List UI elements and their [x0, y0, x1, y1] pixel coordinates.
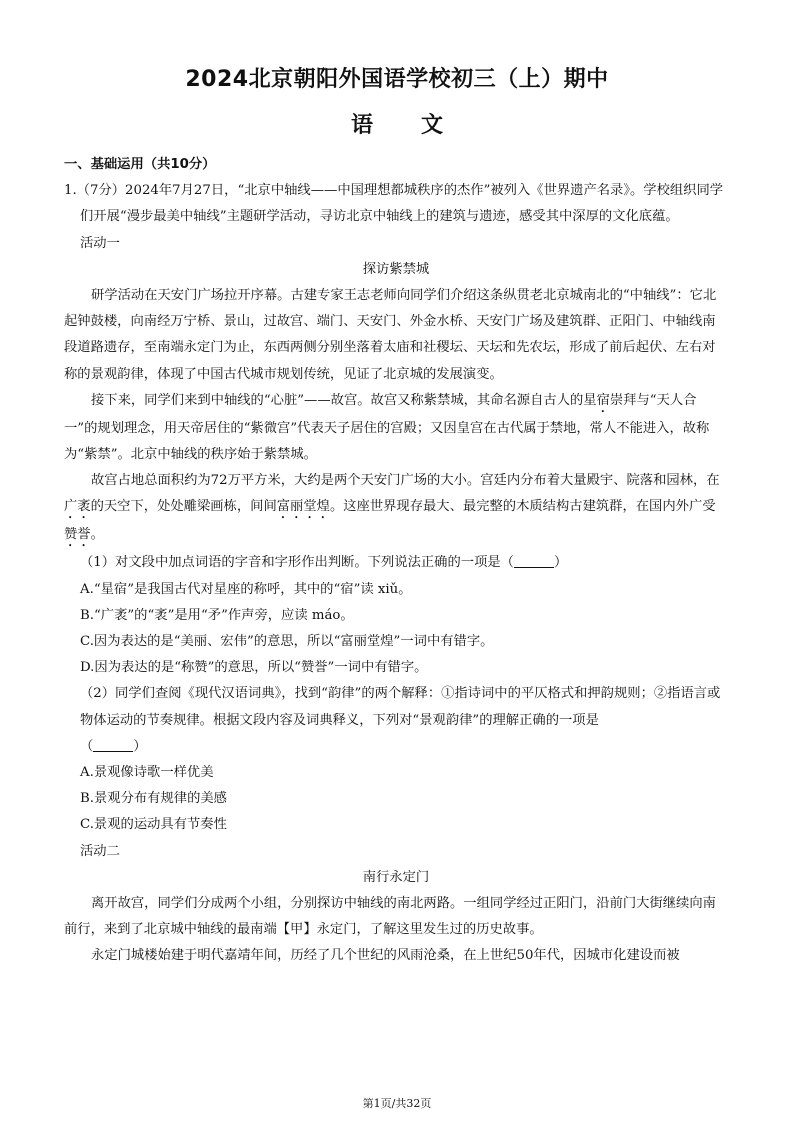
sub2-option-c: C.景观的运动具有节奏性: [80, 817, 227, 833]
paragraph-3-text-d: 。: [90, 527, 104, 543]
dotted-word-xingxiu: 宿: [596, 392, 610, 408]
exam-content: [64, 152, 728, 970]
sub1-option-c: C.因为表达的是“美丽、宏伟”的意思，所以“富丽堂煌”一词中有错字。: [80, 634, 494, 650]
activity-1-label: 活动一: [80, 235, 120, 251]
sub-question-2-text: （2）同学们查阅《现代汉语词典》，找到“韵律”的两个解释：①指诗词中的平仄格式和押韵规则；②指语言或物体运动的节奏规律。根据文段内容及词典释义，下列对“景观韵律”的理解正确的一项是: [80, 686, 721, 728]
subject-title: [0, 108, 794, 139]
paragraph-5: 永定门城楼始建于明代嘉靖年间，历经了几个世纪的风雨沧桑，在上世纪50年代，因城市化建设而被: [91, 948, 680, 964]
dotted-word-guangmao: 广袤: [64, 499, 91, 515]
sub-question-2: [64, 681, 728, 733]
sub-question-1: [64, 550, 728, 576]
subject-char-1: 语: [350, 113, 373, 138]
dotted-word-fulitanghuang: 富丽堂煌: [276, 499, 330, 515]
sub1-option-b: B.“广袤”的“袤”是用“矛”作声旁，应读 máo。: [80, 607, 354, 623]
activity-1-title: 探访紫禁城: [362, 261, 430, 277]
sub2-option-b: B.景观分布有规律的美感: [80, 791, 227, 807]
sub1-option-d: D.因为表达的是“称赞”的意思，所以“赞誉”一词中有错字。: [80, 660, 428, 676]
paragraph-3-text-b: 的天空下，处处雕梁画栋，间间: [90, 499, 277, 515]
sub-question-1-close: ）: [553, 555, 568, 571]
subject-char-2: 文: [421, 113, 444, 138]
sub-question-1-text: （1）对文段中加点词语的字音和字形作出判断。下列说法正确的一项是（: [80, 555, 514, 571]
paragraph-3-text-c: 。这座世界现存最大、最完整的木质结构古建筑群，在国内外广受: [329, 499, 716, 515]
page-number: 第1页/共32页: [362, 1097, 432, 1110]
paragraph-4: 离开故宫，同学们分成两个小组，分别探访中轴线的南北两路。一组同学经过正阳门，沿前门大街继续向南前行，来到了北京城中轴线的最南端【甲】永定门，了解这里发生过的历史故事。: [64, 896, 716, 938]
sub-question-2-blank-line: [64, 734, 728, 760]
paragraph-2: [64, 388, 728, 468]
sub-question-2-close: ）: [133, 738, 147, 754]
paragraph-2-text-b: 崇拜与“天人合一”的规划理念，用天帝居住的“紫微宫”代表天子居住的宫殿；又因皇宫在古代属于禁地，常人不能进入，故称为“紫禁”。北京中轴线的秩序始于紫禁城。: [64, 392, 710, 463]
paragraph-1: 研学活动在天安门广场拉开序幕。古建专家王志老师向同学们介绍这条纵贯老北京城南北的“中轴线”：它北起钟鼓楼，向南经万宁桥、景山，过故宫、端门、天安门、外金水桥、天安门广场及建筑群、正阳门、中轴线南段道路遗存，至南端永定门为止，东西两侧分别坐落着太庙和社稷坛、天坛和先农坛，形成了前后起伏、左右对称的景观韵律，体现了中国古代城市规划传统，见证了北京城的发展演变。: [64, 288, 717, 382]
question-1-intro: 1.（7分）2024年7月27日，“北京中轴线——中国理想都城秩序的杰作”被列入《世界遗产名录》。学校组织同学们开展“漫步最美中轴线”主题研学活动，寻访北京中轴线上的建筑与遗迹，感受其中深厚的文化底蕴。: [64, 183, 724, 225]
exam-title: 2024北京朝阳外国语学校初三（上）期中: [185, 67, 609, 92]
paragraph-3: [64, 468, 728, 550]
dotted-word-zanyu: 赞誉: [64, 527, 91, 543]
paragraph-2-text-a: 接下来，同学们来到中轴线的“心脏”——故宫。故宫又称紫禁城，其命名源自古人的星: [91, 392, 597, 408]
paragraph-3-text-a: 故宫占地总面积约为72万平方米，大约是两个天安门广场的大小。宫廷内分布着大量殿宇、院落和园林，在: [91, 473, 720, 489]
sub2-option-a: A.景观像诗歌一样优美: [80, 765, 214, 781]
activity-2-label: 活动二: [80, 843, 120, 859]
activity-2-title: 南行永定门: [362, 869, 430, 885]
sub1-option-a: A.“星宿”是我国古代对星座的称呼，其中的“宿”读 xiǔ。: [80, 581, 412, 597]
sub-question-2-open: （: [80, 738, 94, 754]
answer-blank-2[interactable]: [93, 737, 133, 752]
answer-blank-1[interactable]: [514, 553, 554, 568]
section-heading: 一、基础运用（共10分）: [64, 157, 216, 172]
